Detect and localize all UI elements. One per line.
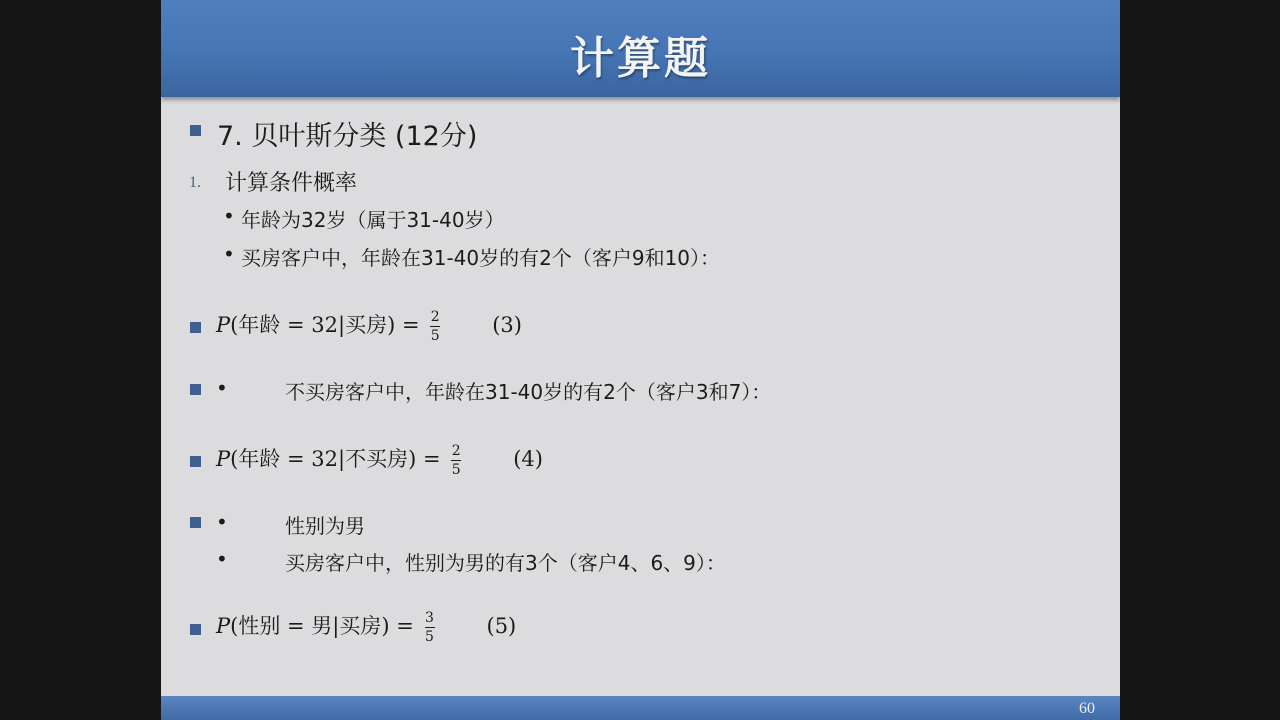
bullet-square-icon — [190, 322, 201, 333]
equation-number: (4) — [513, 447, 543, 471]
formula-4 — [216, 443, 543, 478]
equation-number: (5) — [486, 614, 517, 638]
bullet-square-icon — [190, 384, 201, 395]
fraction — [425, 610, 435, 645]
formula-5 — [216, 610, 516, 645]
formula-p: P — [216, 313, 231, 337]
fraction — [451, 443, 461, 478]
formula-3 — [216, 309, 522, 344]
section-heading: 7. 贝叶斯分类 (12分) — [217, 121, 478, 152]
page-number: 60 — [1079, 700, 1095, 717]
bullet-buy-age-text: 买房客户中，年龄在31-40岁的有2个（客户9和10）： — [241, 246, 721, 270]
list-number: 1. — [189, 174, 201, 191]
section-subtitle: 计算条件概率 — [225, 171, 358, 196]
fraction-denominator: 5 — [425, 629, 434, 645]
formula-body: (年龄 = 32|买房) = — [230, 313, 427, 337]
bullet-square-icon — [190, 456, 201, 467]
slide-title: 计算题 — [570, 33, 711, 84]
formula-p: P — [216, 447, 231, 471]
formula-body: (年龄 = 32|不买房) = — [230, 447, 448, 471]
bullet-age-text: 年龄为32岁（属于31-40岁） — [241, 208, 505, 232]
fraction-denominator: 5 — [451, 462, 461, 478]
bullet-dot-icon: • — [223, 242, 235, 266]
bullet-dot-icon: • — [216, 376, 228, 400]
bullet-dot-icon: • — [216, 547, 228, 571]
bullet-dot-icon: • — [223, 204, 235, 228]
slide — [161, 0, 1120, 720]
fraction-numerator: 3 — [425, 610, 434, 626]
formula-p: P — [216, 614, 231, 638]
bullet-square-icon — [190, 624, 201, 635]
formula-body: (性别 = 男|买房) = — [230, 614, 421, 638]
bullet-gender-text: 性别为男 — [285, 514, 365, 538]
bullet-nobuy-age-text: 不买房客户中，年龄在31-40岁的有2个（客户3和7）： — [285, 380, 772, 404]
bullet-square-icon — [190, 517, 201, 528]
fraction-denominator: 5 — [430, 328, 440, 344]
footer-bar — [161, 696, 1120, 720]
bullet-square-icon — [190, 125, 201, 136]
fraction — [430, 309, 440, 344]
fraction-numerator: 2 — [430, 309, 440, 325]
bullet-dot-icon: • — [216, 510, 228, 534]
bullet-buy-gender-text: 买房客户中，性别为男的有3个（客户4、6、9）： — [285, 551, 726, 575]
fraction-numerator: 2 — [451, 443, 461, 459]
equation-number: (3) — [492, 313, 522, 337]
